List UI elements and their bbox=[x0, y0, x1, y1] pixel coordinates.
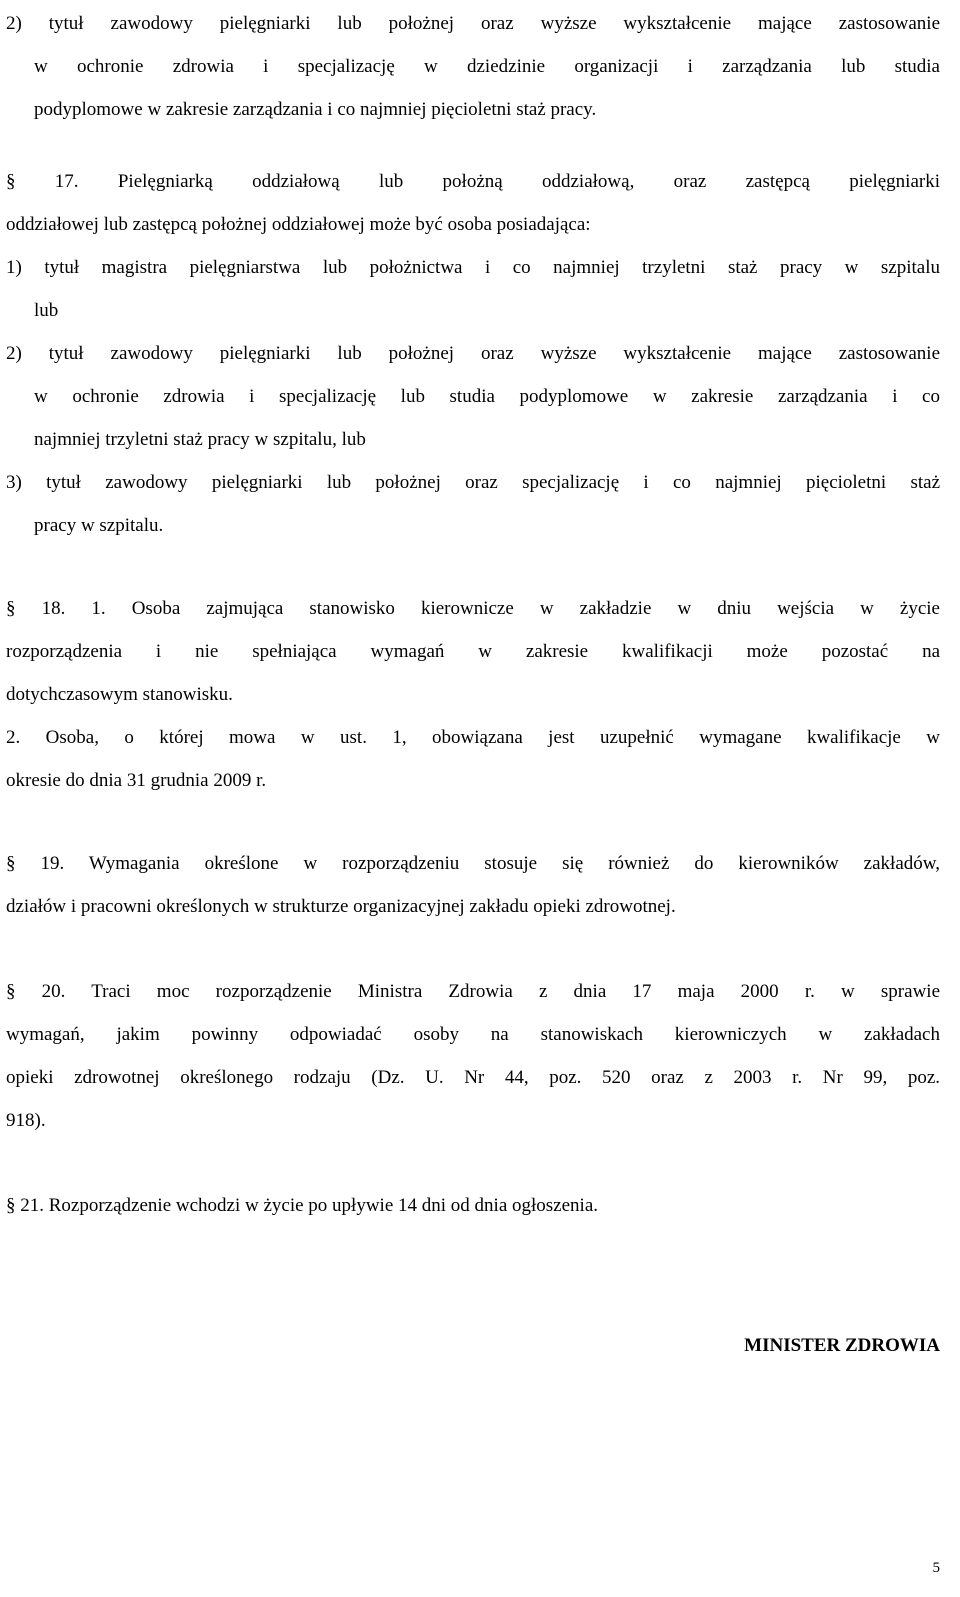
text-line: opieki zdrowotnej określonego rodzaju (Dz. U. Nr 44, poz. 520 oraz z 2003 r. Nr 99, poz. bbox=[6, 1067, 940, 1088]
text-line: 2) tytuł zawodowy pielęgniarki lub położnej oraz wyższe wykształcenie mające zastosowanie bbox=[6, 13, 940, 34]
text-line: § 19. Wymagania określone w rozporządzeniu stosuje się również do kierowników zakładów, bbox=[6, 853, 940, 874]
text-line: § 21. Rozporządzenie wchodzi w życie po upływie 14 dni od dnia ogłoszenia. bbox=[6, 1195, 598, 1216]
text-line: okresie do dnia 31 grudnia 2009 r. bbox=[6, 770, 267, 791]
text-line: 918). bbox=[6, 1110, 46, 1131]
text-line: podyplomowe w zakresie zarządzania i co najmniej pięcioletni staż pracy. bbox=[34, 99, 597, 120]
text-line: najmniej trzyletni staż pracy w szpitalu, lub bbox=[34, 429, 366, 450]
text-line: wymagań, jakim powinny odpowiadać osoby na stanowiskach kierowniczych w zakładach bbox=[6, 1024, 940, 1045]
text-line: 1) tytuł magistra pielęgniarstwa lub położnictwa i co najmniej trzyletni staż pracy w szpitalu bbox=[6, 257, 940, 278]
text-line: działów i pracowni określonych w strukturze organizacyjnej zakładu opieki zdrowotnej. bbox=[6, 896, 676, 917]
text-line: lub bbox=[34, 300, 59, 321]
text-line: w ochronie zdrowia i specjalizację lub studia podyplomowe w zakresie zarządzania i co bbox=[34, 386, 940, 407]
text-line: pracy w szpitalu. bbox=[34, 515, 164, 536]
signature: MINISTER ZDROWIA bbox=[744, 1335, 940, 1356]
text-line: rozporządzenia i nie spełniająca wymagań w zakresie kwalifikacji może pozostać na bbox=[6, 641, 940, 662]
text-line: 3) tytuł zawodowy pielęgniarki lub położnej oraz specjalizację i co najmniej pięcioletni staż bbox=[6, 472, 940, 493]
page-number: 5 bbox=[932, 1560, 940, 1576]
text-line: 2. Osoba, o której mowa w ust. 1, obowiązana jest uzupełnić wymagane kwalifikacje w bbox=[6, 727, 940, 748]
text-line: § 18. 1. Osoba zajmująca stanowisko kierownicze w zakładzie w dniu wejścia w życie bbox=[6, 598, 940, 619]
text-line: oddziałowej lub zastępcą położnej oddziałowej może być osoba posiadająca: bbox=[6, 214, 591, 235]
text-line: w ochronie zdrowia i specjalizację w dziedzinie organizacji i zarządzania lub studia bbox=[34, 56, 940, 77]
text-line: 2) tytuł zawodowy pielęgniarki lub położnej oraz wyższe wykształcenie mające zastosowanie bbox=[6, 343, 940, 364]
text-line: § 20. Traci moc rozporządzenie Ministra Zdrowia z dnia 17 maja 2000 r. w sprawie bbox=[6, 981, 940, 1002]
text-line: § 17. Pielęgniarką oddziałową lub położną oddziałową, oraz zastępcą pielęgniarki bbox=[6, 171, 940, 192]
text-line: dotychczasowym stanowisku. bbox=[6, 684, 233, 705]
